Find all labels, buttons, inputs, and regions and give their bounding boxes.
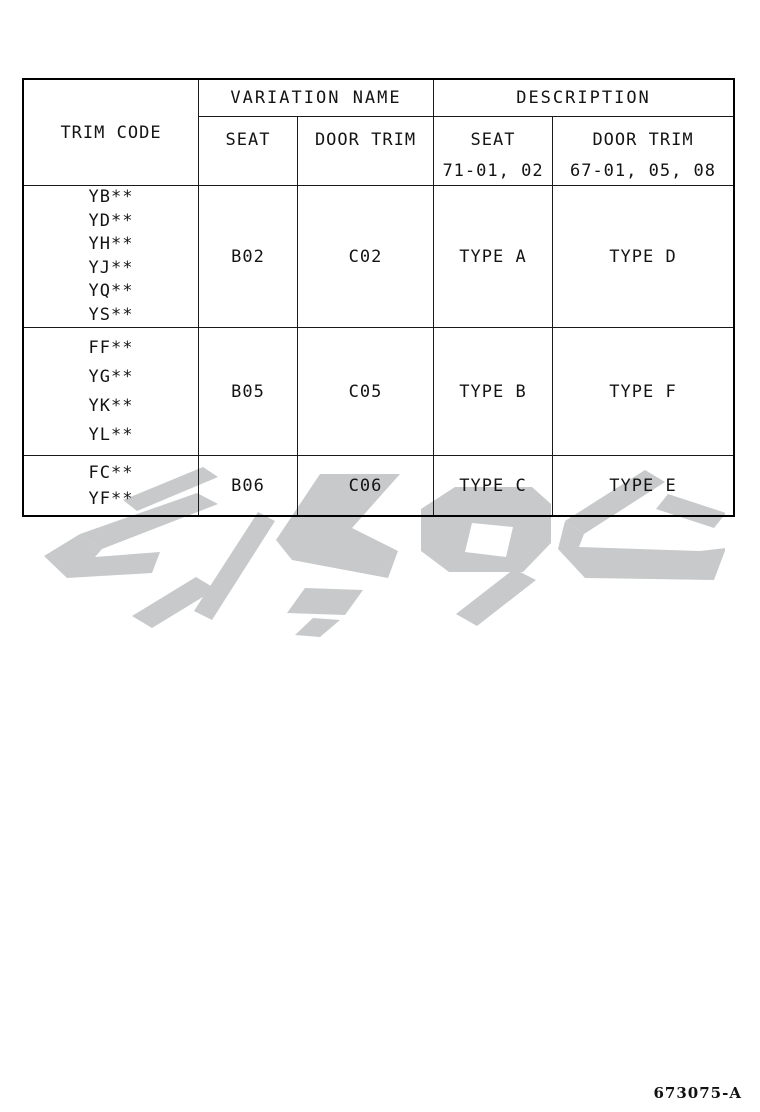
trim-code: YF** (88, 488, 134, 509)
door-trim-description: TYPE D (609, 246, 677, 267)
trim-code: YD** (88, 210, 134, 231)
header-description (434, 80, 733, 117)
seat-variation: B02 (231, 246, 265, 267)
door-trim-variation-cell (298, 456, 434, 515)
trim-code: YQ** (88, 281, 134, 301)
trim-codes-cell (24, 328, 199, 456)
door-trim-variation: C02 (348, 246, 383, 267)
header-description-seat (434, 117, 553, 186)
header-description-door-trim (553, 117, 733, 186)
trim-codes-cell (24, 456, 199, 515)
door-trim-description: TYPE F (609, 381, 677, 402)
document-code: 673075-A (653, 1084, 742, 1102)
door-trim-description: TYPE E (609, 475, 677, 496)
seat-description-cell (434, 328, 553, 456)
trim-code: YS** (88, 304, 134, 325)
header-description-label: DESCRIPTION (516, 88, 651, 108)
header-description-door-trim-code: 67-01, 05, 08 (569, 161, 717, 181)
seat-variation-cell (199, 328, 298, 456)
trim-code: YG** (88, 366, 134, 387)
seat-variation-cell (199, 456, 298, 515)
header-trim-code (24, 80, 199, 186)
seat-variation: B05 (231, 381, 265, 402)
header-door-trim (298, 117, 434, 186)
door-trim-description-cell (553, 328, 733, 456)
seat-variation: B06 (231, 475, 265, 496)
trim-code: FF** (88, 337, 134, 358)
seat-description: TYPE C (459, 475, 527, 496)
seat-description: TYPE B (459, 381, 527, 402)
seat-description-cell (434, 456, 553, 515)
header-description-seat-code: 71-01, 02 (442, 161, 544, 181)
trim-code: YK** (88, 395, 134, 416)
trim-code: YL** (88, 424, 134, 445)
seat-description-cell (434, 186, 553, 328)
door-trim-variation: C05 (348, 381, 383, 402)
trim-code: FC** (88, 462, 134, 483)
trim-code-table (22, 78, 735, 517)
header-description-door-trim-label: DOOR TRIM (592, 130, 694, 150)
seat-variation-cell (199, 186, 298, 328)
trim-code: YH** (88, 234, 134, 254)
seat-description: TYPE A (459, 246, 527, 267)
door-trim-description-cell (553, 186, 733, 328)
header-variation-name-label: VARIATION NAME (230, 88, 402, 108)
header-door-trim-label: DOOR TRIM (314, 130, 417, 150)
header-description-seat-label: SEAT (470, 130, 516, 150)
trim-code: YJ** (88, 257, 134, 278)
door-trim-variation-cell (298, 186, 434, 328)
trim-code: YB** (88, 187, 134, 207)
header-trim-code-label: TRIM CODE (60, 122, 162, 143)
door-trim-variation: C06 (348, 475, 383, 496)
header-seat-label: SEAT (225, 130, 271, 150)
door-trim-description-cell (553, 456, 733, 515)
header-seat (199, 117, 298, 186)
header-variation-name (199, 80, 434, 117)
trim-codes-cell (24, 186, 199, 328)
door-trim-variation-cell (298, 328, 434, 456)
